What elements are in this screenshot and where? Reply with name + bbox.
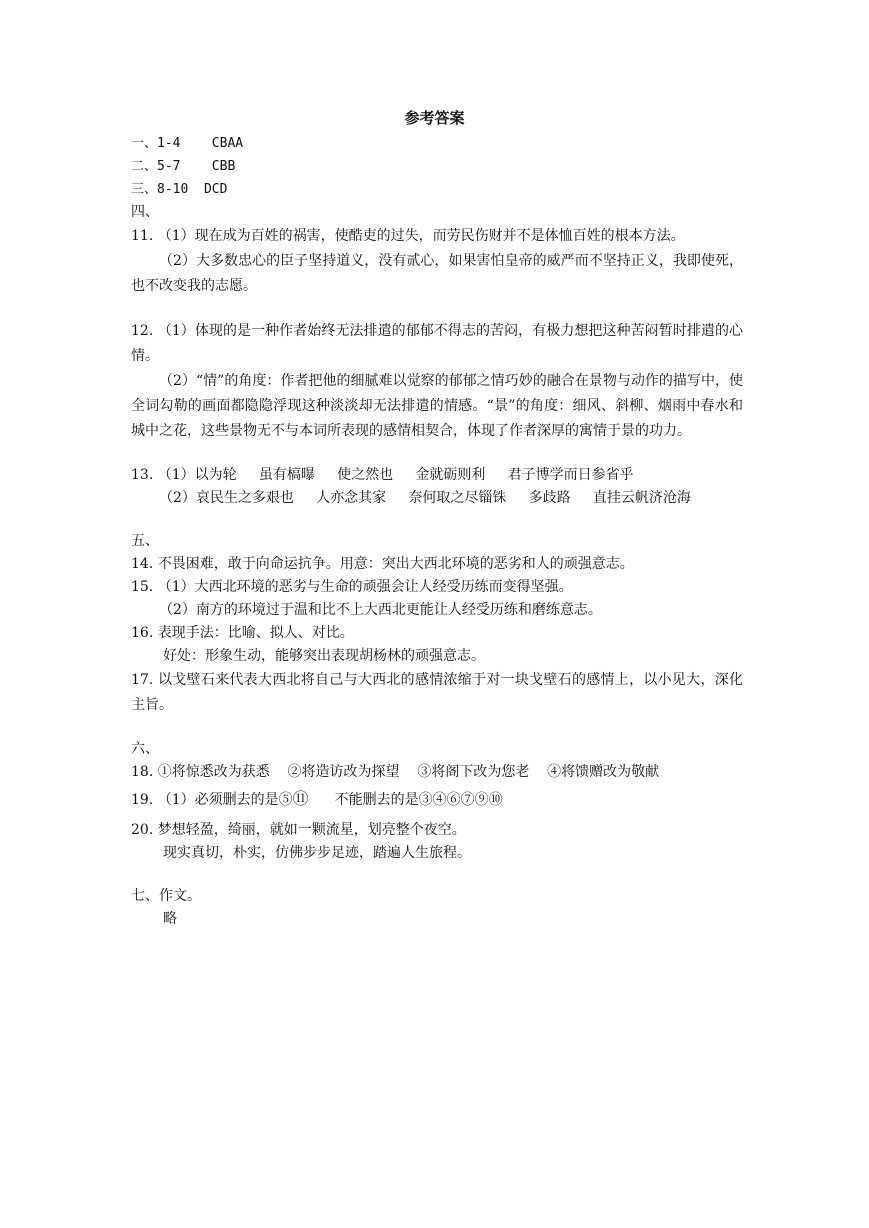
section-3-answers: 三、8-10 DCD (131, 182, 228, 197)
page-title: 参考答案 (404, 109, 465, 127)
q13-part2: （2）哀民生之多艰也 人亦念其家 奈何取之尽锱铢 多歧路 直挂云帆济沧海 (159, 490, 691, 506)
section-1-answers: 一、1-4 CBAA (131, 136, 244, 151)
q20-part2: 现实真切，朴实，仿佛步步足迹，踏遍人生旅程。 (163, 845, 471, 861)
q14-answer: 14. 不畏困难，敢于向命运抗争。用意：突出大西北环境的恶劣和人的顽强意志。 (131, 556, 634, 572)
q11-part2: （2）大多数忠心的臣子坚持道义，没有贰心，如果害怕皇帝的威严而不坚持正义，我即使死，也不改变我的志愿。 (131, 253, 743, 294)
q13-part1: 13. （1）以为轮 虽有槁曝 使之然也 金就砺则利 君子博学而日参省乎 (131, 467, 634, 483)
q19-must-delete: 19. （1）必须删去的是⑤ (131, 792, 293, 808)
q12-part2: （2）“情”的角度：作者把他的细腻难以觉察的郁郁之情巧妙的融合在景物与动作的描写中，使全词勾勒的画面都隐隐浮现这种淡淡却无法排遣的情感。“景”的角度：细风、斜柳、烟雨中春水和城中之花，这些景物无不与本词所表现的感情相契合，体现了作者深厚的寓情于景的功力。 (131, 373, 743, 439)
q16-part2: 好处：形象生动，能够突出表现胡杨林的顽强意志。 (163, 648, 485, 664)
q15-part1: 15. （1）大西北环境的恶劣与生命的顽强会让人经受历练而变得坚强。 (131, 579, 573, 595)
section-7-answer: 略 (163, 911, 177, 927)
spacer (131, 510, 743, 530)
section-7-heading: 七、作文。 (131, 888, 201, 904)
q19-cannot-delete: 不能删去的是③④⑥⑦⑨⑩ (334, 792, 503, 808)
q19-answer (131, 789, 743, 819)
q18-answer: 18. ①将惊悉改为获悉 ②将造访改为探望 ③将阁下改为您老 ④将馈赠改为敬献 (131, 764, 660, 780)
spacer (131, 444, 743, 464)
q11-part1: 11. （1）现在成为百姓的祸害，使酷吏的过失，而劳民伤财并不是体恤百姓的根本方法。 (131, 228, 685, 244)
section-6-heading: 六、 (131, 741, 159, 757)
spacer (131, 718, 743, 738)
spacer (131, 865, 743, 885)
spacer (131, 299, 743, 319)
q15-part2: （2）南方的环境过于温和比不上大西北更能让人经受历练和磨练意志。 (159, 602, 602, 618)
q19-circled-eleven: ⑪ (292, 789, 309, 808)
q16-part1: 16. 表现手法：比喻、拟人、对比。 (131, 625, 354, 641)
answer-content (131, 132, 743, 931)
q12-part1: 12. （1）体现的是一种作者始终无法排遣的郁郁不得志的苦闷，有极力想把这种苦闷暂时排遣的心情。 (131, 323, 743, 364)
section-5-heading: 五、 (131, 533, 159, 549)
section-4-heading: 四、 (131, 204, 159, 220)
q20-part1: 20. 梦想轻盈，绮丽，就如一颗流星，划亮整个夜空。 (131, 822, 466, 838)
q17-answer: 17. 以戈壁石来代表大西北将自己与大西北的感情浓缩于对一块戈壁石的感情上，以小见大，深化主旨。 (131, 672, 743, 713)
section-2-answers: 二、5-7 CBB (131, 159, 236, 174)
